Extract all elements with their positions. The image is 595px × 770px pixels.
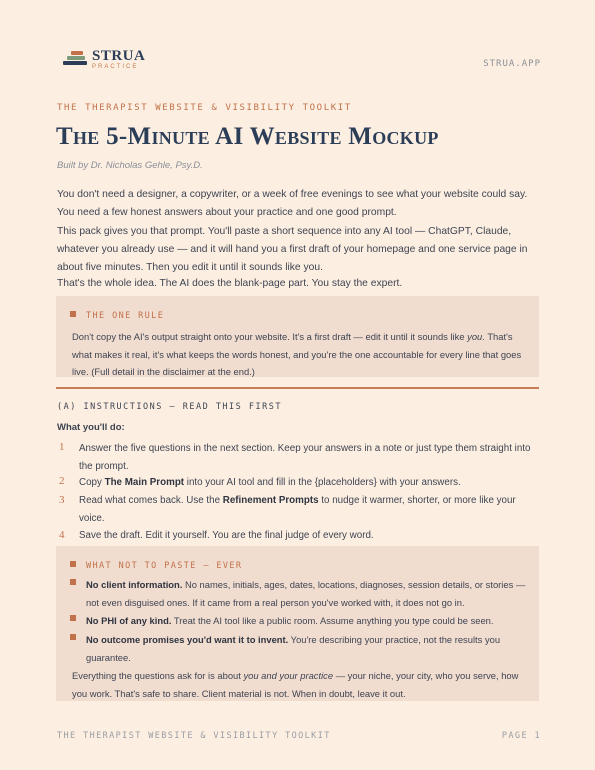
warning-item: No client information. No names, initials, ages, dates, locations, diagnoses, session details, or stories — not even disguised ones. If it came from a real person you've worked with, it does not go in.: [86, 579, 526, 608]
warning-heading: WHAT NOT TO PASTE — EVER: [86, 561, 243, 571]
footer-toolkit-name: THE THERAPIST WEBSITE & VISIBILITY TOOLKIT: [57, 731, 331, 741]
section-divider: [56, 387, 539, 389]
site-url: STRUA.APP: [483, 59, 541, 69]
brand-logo: [63, 49, 153, 73]
one-rule-text: Don't copy the AI's output straight onto your website. It's a first draft — edit it until it sounds like you. That's what makes it real, it's what keeps the words honest, and you're the one accountable for every line that goes live. (Full detail in the disclaimer at the end.): [72, 331, 522, 377]
logo-stack-icon: [63, 51, 89, 71]
bullet-square-icon: [70, 579, 76, 585]
step-text: Read what comes back. Use the Refinement Prompts to nudge it warmer, shorter, or more like your voice.: [79, 495, 516, 524]
page-title: The 5-Minute AI Website Mockup: [56, 123, 439, 150]
toolkit-kicker: THE THERAPIST WEBSITE & VISIBILITY TOOLKIT: [57, 103, 352, 113]
step-number: 4: [59, 529, 65, 541]
bullet-square-icon: [70, 634, 76, 640]
warning-item: No PHI of any kind. Treat the AI tool like a public room. Assume anything you type could be seen.: [86, 615, 494, 626]
page-number: PAGE 1: [501, 731, 541, 741]
instructions-heading: (A) INSTRUCTIONS — READ THIS FIRST: [57, 402, 282, 412]
step-text: Answer the five questions in the next section. Keep your answers in a note or just type them straight into the prompt.: [79, 443, 531, 472]
intro-paragraph-1: You don't need a designer, a copywriter, or a week of free evenings to see what your website could say. You need a few honest answers about your practice and one good prompt.: [57, 189, 528, 218]
bullet-square-icon: [70, 561, 76, 567]
step-text: Save the draft. Edit it yourself. You are the final judge of every word.: [79, 530, 374, 541]
step-text: Copy The Main Prompt into your AI tool and fill in the {placeholders} with your answers.: [79, 477, 461, 488]
instructions-subheading: What you'll do:: [57, 422, 125, 433]
author-byline: Built by Dr. Nicholas Gehle, Psy.D.: [57, 160, 203, 171]
intro-paragraph-2: This pack gives you that prompt. You'll paste a short sequence into any AI tool — ChatGPT, Claude, whatever you already use — and it will hand you a first draft of your homepage and one service page in about five minutes. Then you edit it until it sounds like you.: [57, 226, 528, 273]
step-number: 3: [59, 494, 65, 506]
step-number: 1: [59, 441, 65, 453]
one-rule-callout: [56, 296, 539, 377]
logo-name: STRUA: [92, 48, 146, 64]
warning-callout: [56, 546, 539, 701]
intro-paragraph-3: That's the whole idea. The AI does the blank-page part. You stay the expert.: [57, 278, 403, 289]
warning-closing-text: Everything the questions ask for is about you and your practice — your niche, your city, who you serve, how you work. That's safe to share. Client material is not. When in doubt, leave it out.: [72, 670, 519, 699]
logo-subtitle: PRACTICE: [92, 64, 139, 70]
warning-item: No outcome promises you'd want it to invent. You're describing your practice, not the results you guarantee.: [86, 634, 501, 663]
one-rule-heading: THE ONE RULE: [86, 311, 165, 321]
bullet-square-icon: [70, 615, 76, 621]
step-number: 2: [59, 475, 65, 487]
bullet-square-icon: [70, 311, 76, 317]
